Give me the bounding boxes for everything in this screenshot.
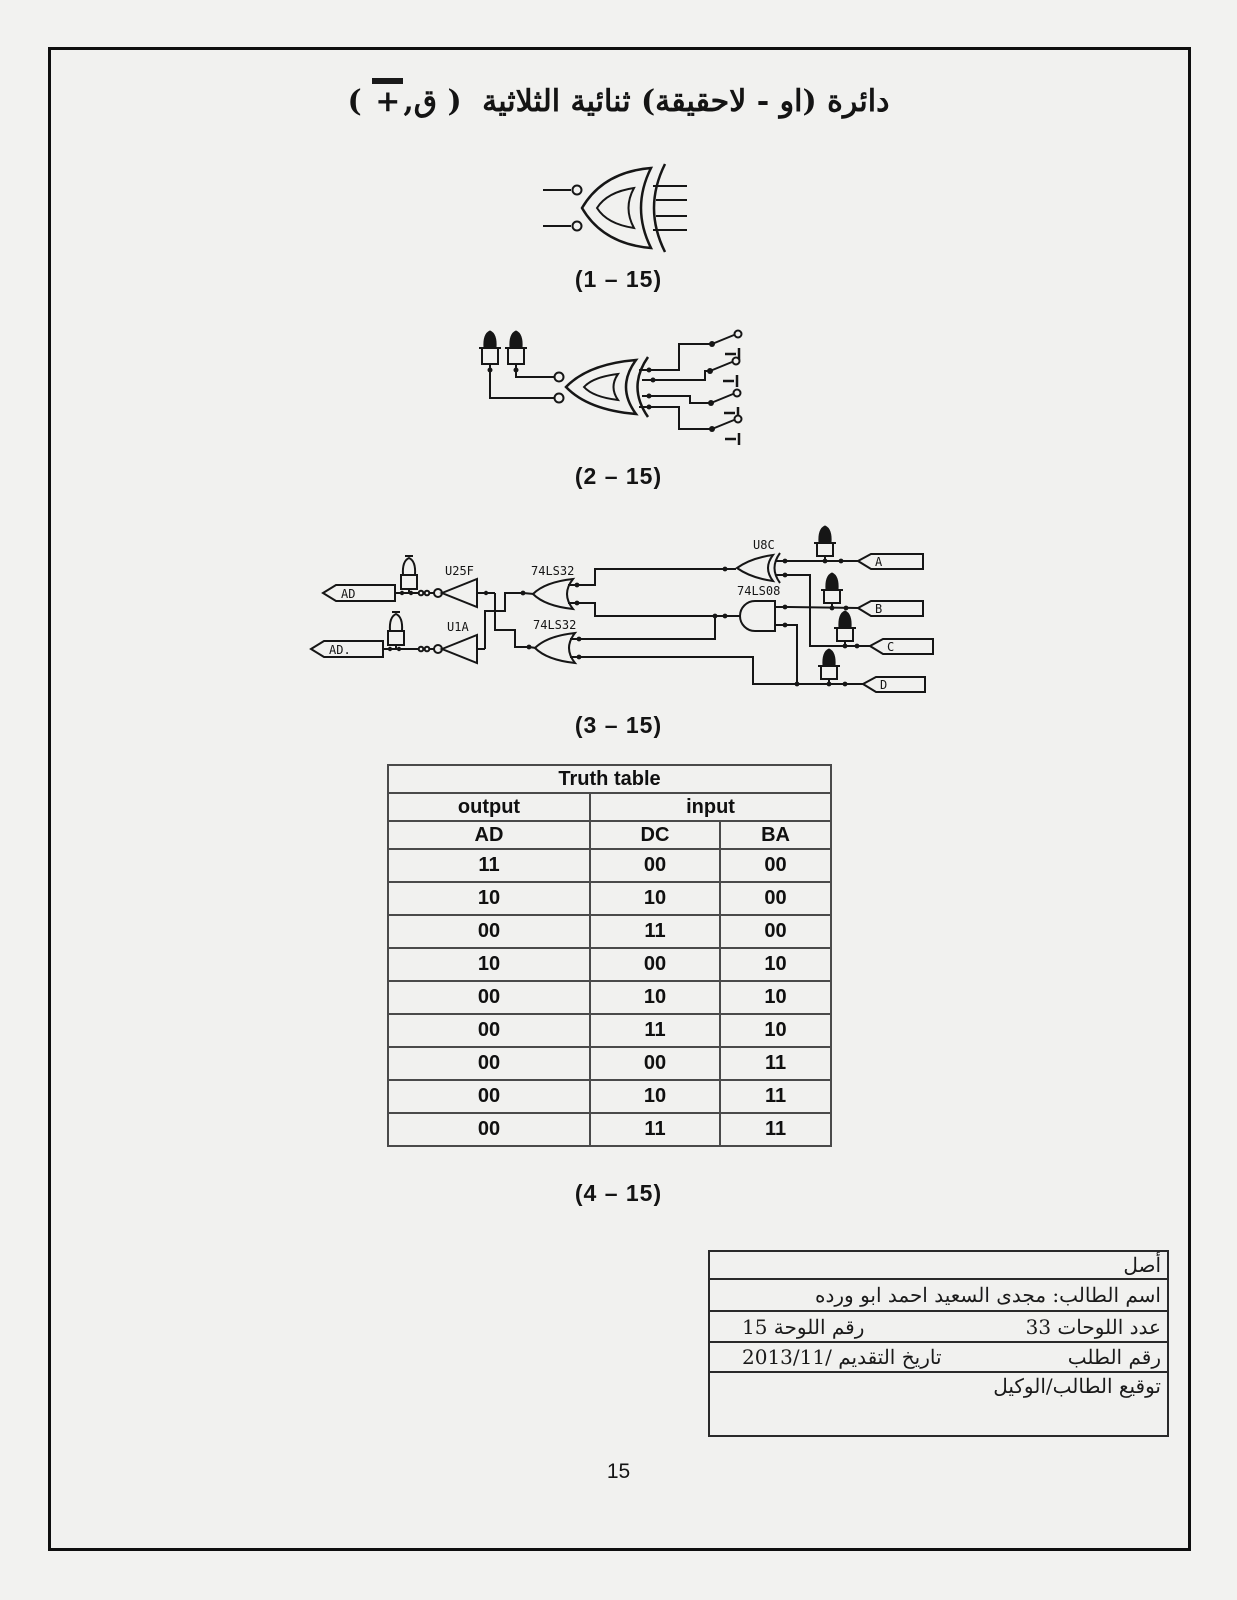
probe-lamp-icon <box>505 331 527 364</box>
probe-lamp-icon <box>388 612 404 649</box>
figure2-circuit <box>440 312 760 460</box>
page-number: 15 <box>606 1460 631 1483</box>
truth-cell: 10 <box>388 882 590 915</box>
truth-cell: 11 <box>590 1113 720 1146</box>
and-gate <box>740 601 775 631</box>
truth-cell: 11 <box>590 915 720 948</box>
input-bubble-icon <box>573 186 582 195</box>
or-gate-outline <box>566 360 636 414</box>
truth-cell: 00 <box>388 1047 590 1080</box>
truth-cell: 00 <box>720 915 831 948</box>
page-title <box>0 84 1237 119</box>
output-connector <box>858 601 923 616</box>
truth-row <box>388 948 831 981</box>
truth-col-header: AD <box>388 821 590 849</box>
input-bubble-icon <box>573 222 582 231</box>
figure3-schematic <box>305 515 935 700</box>
input-label: AD <box>341 587 356 601</box>
truth-cell: 11 <box>720 1047 831 1080</box>
inverter-gate <box>442 635 477 663</box>
xor-extra-arc <box>775 553 781 583</box>
info-signature: توقيع الطالب/الوكيل <box>709 1372 1168 1436</box>
truth-group-input: input <box>590 793 831 821</box>
truth-cell: 10 <box>590 981 720 1014</box>
figure1-gate-symbol <box>535 160 695 260</box>
truth-row <box>388 1047 831 1080</box>
title-overlined-term: + <box>372 78 403 119</box>
or-gate-outline <box>582 168 651 248</box>
probe-lamp-icon <box>834 611 856 646</box>
info-student-name: اسم الطالب: مجدى السعيد احمد ابو ورده <box>709 1279 1168 1311</box>
title-formula <box>348 84 462 119</box>
xor-gate <box>737 555 773 581</box>
probe-lamp-icon <box>818 649 840 684</box>
figure4-caption: (4 – 15) <box>574 1180 663 1206</box>
truth-row <box>388 915 831 948</box>
truth-cell: 10 <box>720 948 831 981</box>
truth-col-header: DC <box>590 821 720 849</box>
truth-row <box>388 849 831 882</box>
truth-cell: 00 <box>388 1113 590 1146</box>
truth-cell: 00 <box>388 915 590 948</box>
xor-extra-arc <box>654 164 665 252</box>
truth-group-output: output <box>388 793 590 821</box>
output-label: C <box>887 640 895 654</box>
truth-cell: 11 <box>720 1080 831 1113</box>
xor-gate-label: U8C <box>753 538 775 552</box>
info-submission-date: تاريخ التقديم /2013/11 <box>742 1345 942 1369</box>
or-gate-label: 74LS32 <box>533 618 577 632</box>
inverter-label: U1A <box>447 620 469 634</box>
switch-icon <box>709 416 742 446</box>
inverter-gate <box>442 579 477 607</box>
truth-table <box>387 764 832 1147</box>
or-gate <box>533 579 573 609</box>
output-connector <box>858 554 923 569</box>
truth-cell: 00 <box>720 849 831 882</box>
switch-icon <box>708 390 741 420</box>
info-table <box>708 1250 1169 1437</box>
probe-lamp-icon <box>821 573 843 608</box>
truth-cell: 10 <box>388 948 590 981</box>
truth-cell: 00 <box>388 1014 590 1047</box>
info-row <box>709 1342 1168 1372</box>
truth-row <box>388 1113 831 1146</box>
truth-row <box>388 1014 831 1047</box>
and-gate-label: 74LS08 <box>737 584 781 598</box>
input-connector <box>323 585 395 601</box>
truth-cell: 00 <box>388 1080 590 1113</box>
input-bubble-icon <box>555 394 564 403</box>
truth-col-header: BA <box>720 821 831 849</box>
info-sheet-number: رقم اللوحة 15 <box>742 1314 865 1339</box>
output-label: B <box>875 602 883 616</box>
output-label: D <box>880 678 888 692</box>
output-connector <box>863 677 925 692</box>
truth-cell: 00 <box>590 849 720 882</box>
truth-cell: 11 <box>388 849 590 882</box>
probe-lamp-icon <box>479 331 501 364</box>
info-row <box>709 1311 1168 1342</box>
truth-cell: 10 <box>590 882 720 915</box>
title-paren-rest: ,ق ) <box>403 84 462 119</box>
truth-row <box>388 882 831 915</box>
truth-cell: 11 <box>590 1014 720 1047</box>
output-label: A <box>875 555 883 569</box>
input-bubble-icon <box>555 373 564 382</box>
info-request-number: رقم الطلب <box>1067 1345 1161 1369</box>
truth-cell: 00 <box>590 1047 720 1080</box>
switch-icon <box>709 331 742 361</box>
truth-cell: 11 <box>720 1113 831 1146</box>
truth-cell: 10 <box>720 1014 831 1047</box>
info-row <box>709 1279 1168 1311</box>
info-origin: أصل <box>709 1251 1168 1279</box>
inverter-label: U25F <box>445 564 474 578</box>
figure1-caption: (1 – 15) <box>574 266 663 292</box>
info-row <box>709 1372 1168 1436</box>
truth-cell: 00 <box>388 981 590 1014</box>
truth-table-title: Truth table <box>388 765 831 793</box>
probe-lamp-icon <box>814 526 836 561</box>
input-label: AD. <box>329 643 351 657</box>
output-connector <box>870 639 933 654</box>
inner-gate-glyph <box>597 188 634 228</box>
figure3-caption: (3 – 15) <box>574 712 663 738</box>
truth-row <box>388 981 831 1014</box>
figure2-caption: (2 – 15) <box>574 463 663 489</box>
title-paren-open: ( <box>347 84 373 119</box>
or-gate <box>535 633 575 663</box>
inner-gate-glyph <box>584 374 618 400</box>
switch-icon <box>707 358 740 388</box>
title-text: دائرة (او - لاحقيقة) ثنائية الثلاثية <box>482 84 890 119</box>
truth-cell: 00 <box>720 882 831 915</box>
truth-cell: 10 <box>590 1080 720 1113</box>
or-gate-label: 74LS32 <box>531 564 575 578</box>
info-row <box>709 1251 1168 1279</box>
truth-cell: 10 <box>720 981 831 1014</box>
probe-lamp-icon <box>401 556 417 593</box>
truth-cell: 00 <box>590 948 720 981</box>
info-sheet-count: عدد اللوحات 33 <box>1025 1314 1161 1339</box>
truth-row <box>388 1080 831 1113</box>
